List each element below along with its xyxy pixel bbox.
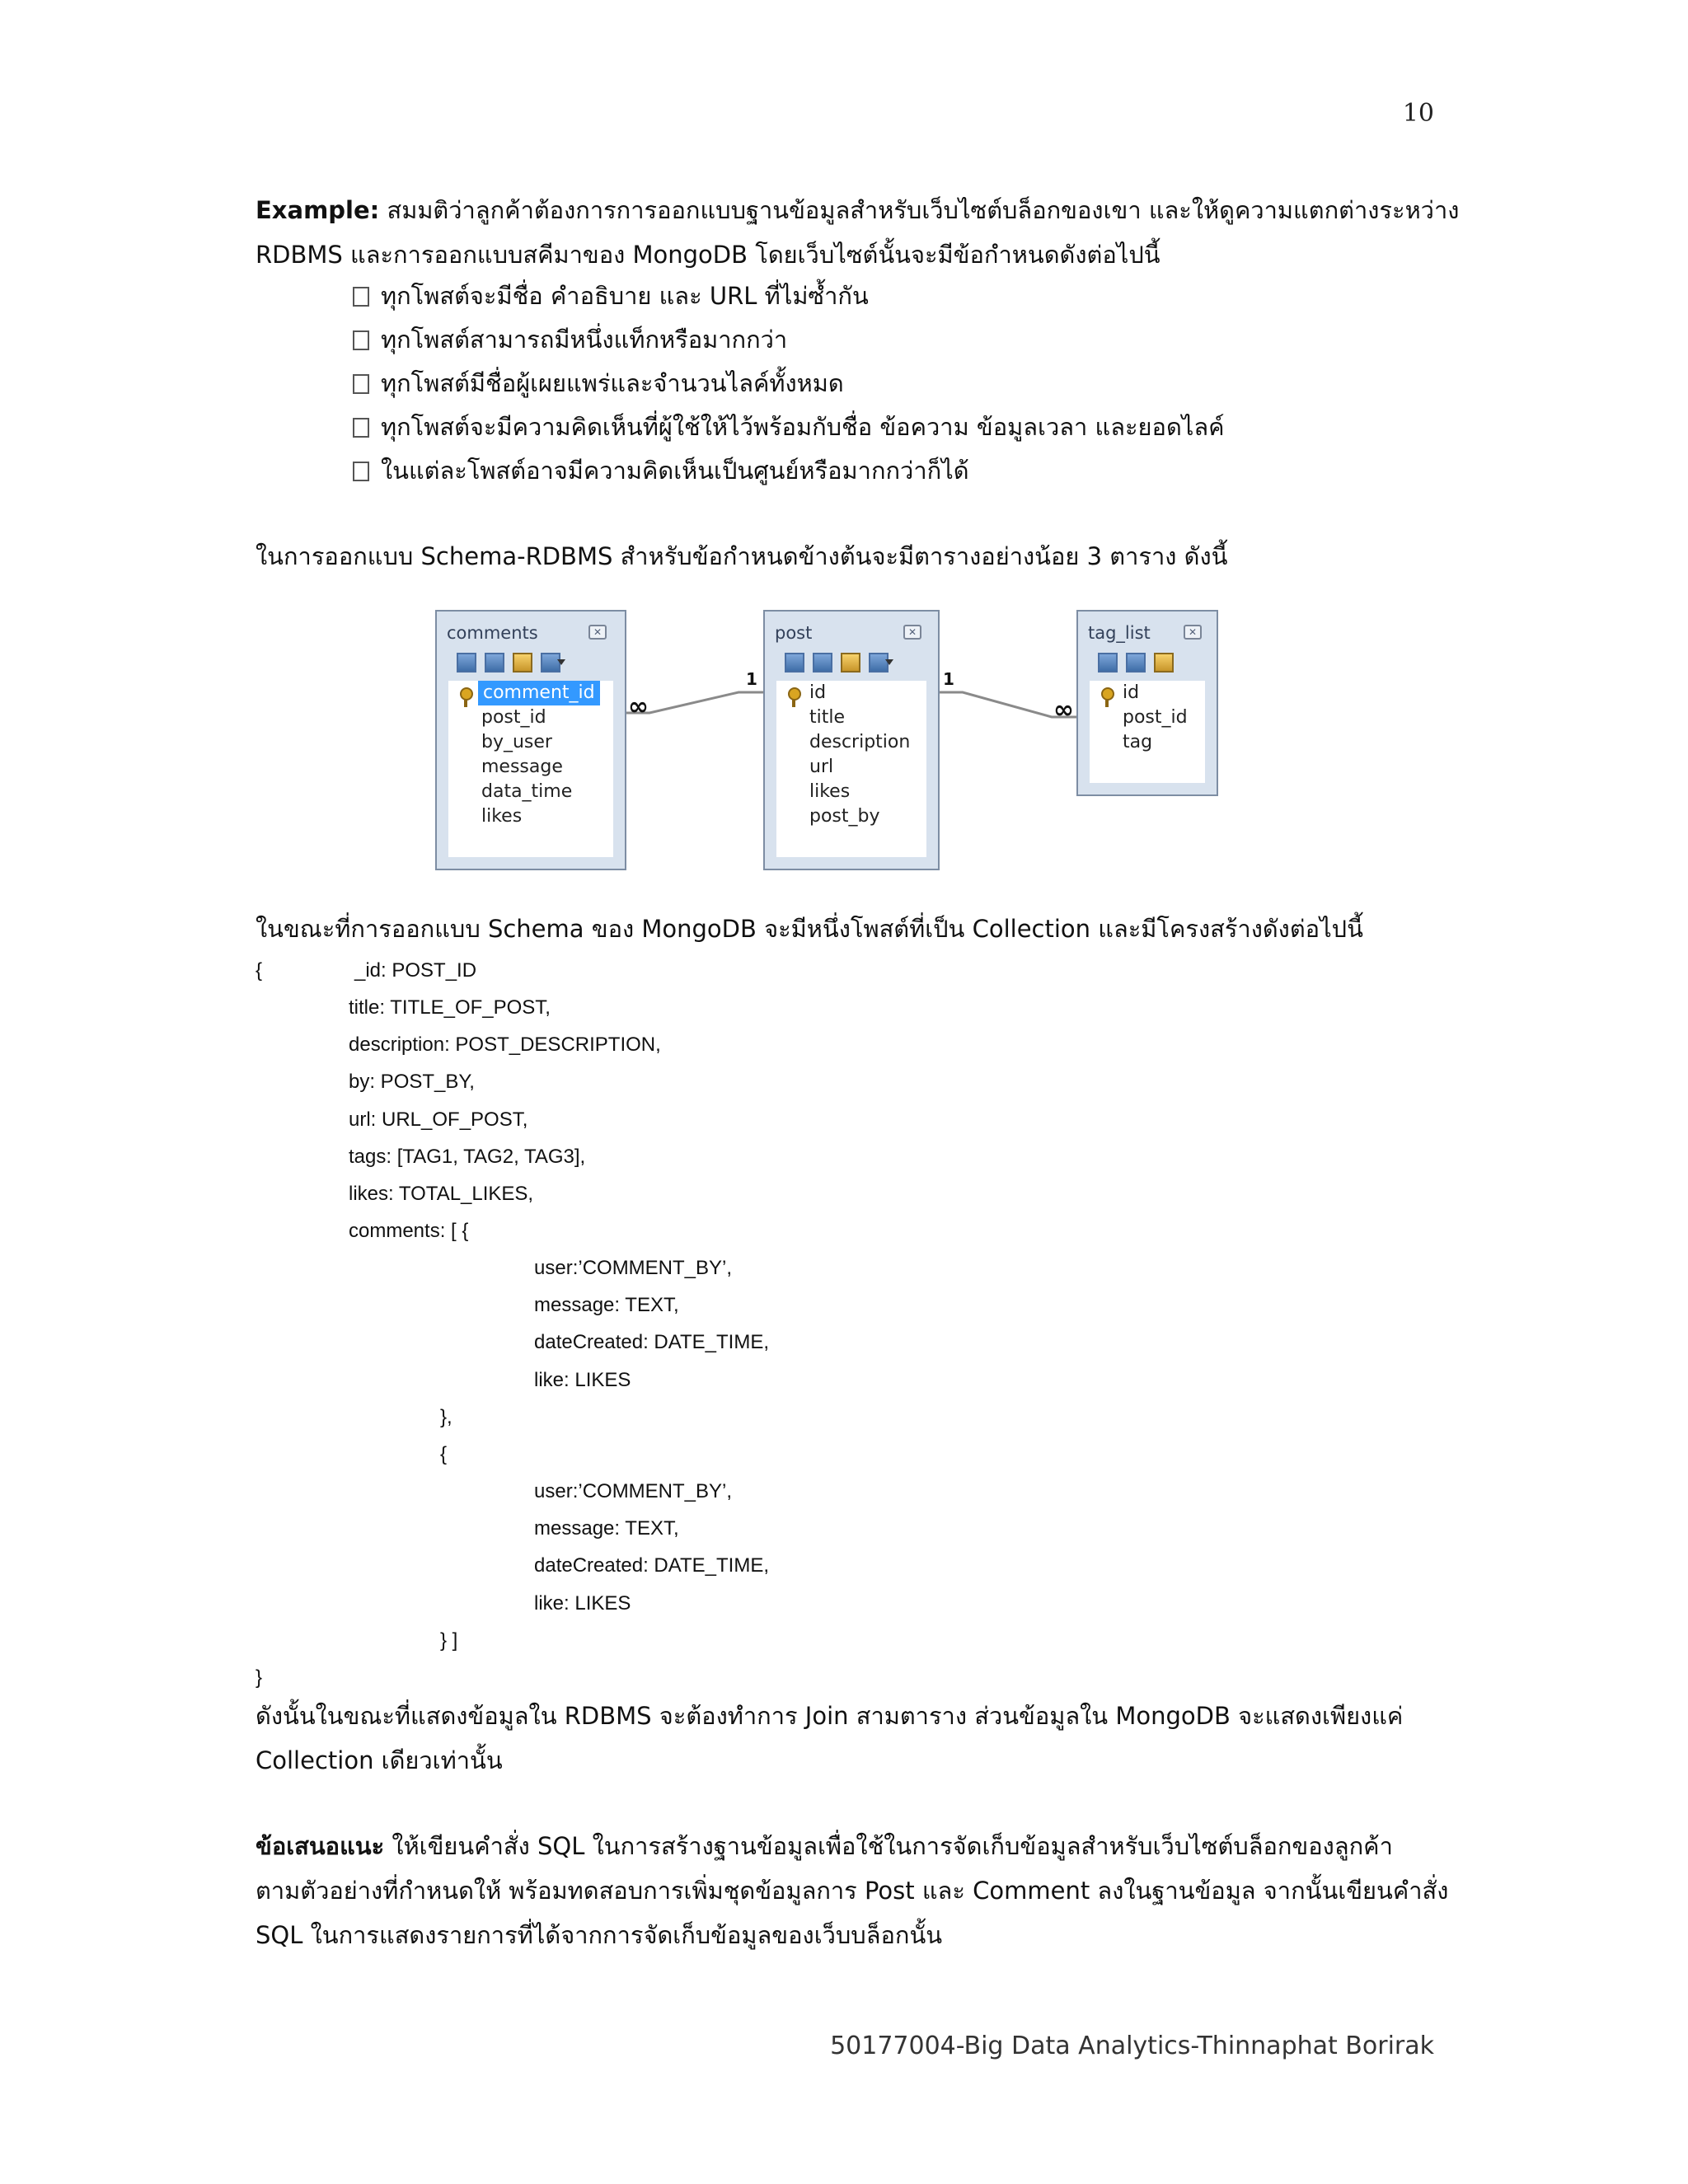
field[interactable]: message xyxy=(481,757,563,777)
checkbox-icon xyxy=(353,330,369,350)
field[interactable]: post_id xyxy=(1123,707,1188,728)
er-diagram xyxy=(435,610,1235,874)
suggestion-line-3: SQL ในการแสดงรายการที่ได้จากการจัดเก็บข้อมูลของเว็บบล็อกนั้น xyxy=(256,1921,943,1949)
list-item-text: ทุกโพสต์สามารถมีหนึ่งแท็กหรือมากกว่า xyxy=(381,326,788,354)
page-number: 10 xyxy=(1402,99,1434,128)
requirements-list xyxy=(353,274,1225,493)
example-text: สมมติว่าลูกค้าต้องการการออกแบบฐานข้อมูลสำหรับเว็บไซต์บล็อกของเขา และให้ดูความแตกต่างระหว่าง xyxy=(379,196,1460,224)
table-comments xyxy=(435,610,626,870)
code-mid-open: { xyxy=(440,1443,448,1465)
code-line: user:’COMMENT_BY’, xyxy=(534,1257,733,1279)
table-tool-icon[interactable] xyxy=(1126,653,1146,673)
table-title: post xyxy=(775,623,813,643)
checkbox-icon xyxy=(353,374,369,394)
suggestion-line-2: ตามตัวอย่างที่กำหนดให้ พร้อมทดสอบการเพิ่มชุดข้อมูลการ Post และ Comment ลงในฐานข้อมูล จากนั้นเขียนคำสั่ง xyxy=(256,1877,1449,1905)
field[interactable]: post_id xyxy=(481,707,546,728)
list-item-text: ในแต่ละโพสต์อาจมีความคิดเห็นเป็นศูนย์หรือมากกว่าก็ได้ xyxy=(381,457,969,485)
table-tool-icon[interactable] xyxy=(485,653,504,673)
close-icon[interactable]: ✕ xyxy=(1184,625,1202,640)
code-close-brace: } xyxy=(256,1666,263,1689)
code-line: message: TEXT, xyxy=(534,1294,679,1317)
table-tool-icon[interactable] xyxy=(841,653,860,673)
field[interactable]: id xyxy=(809,682,827,703)
list-item xyxy=(353,362,1225,405)
field[interactable]: url xyxy=(809,757,834,777)
table-tool-icon[interactable] xyxy=(1098,653,1118,673)
code-line: dateCreated: DATE_TIME, xyxy=(534,1331,769,1354)
table-tool-icon[interactable] xyxy=(513,653,532,673)
checkbox-icon xyxy=(353,287,369,307)
table-tool-icon[interactable] xyxy=(813,653,832,673)
conclusion-line-1: ดังนั้นในขณะที่แสดงข้อมูลใน RDBMS จะต้องทำการ Join สามตาราง ส่วนข้อมูลใน MongoDB จะแสดงเพียงแค่ xyxy=(256,1702,1404,1730)
code-mid-close: }, xyxy=(440,1406,452,1428)
conclusion-paragraph xyxy=(256,1694,1434,1783)
table-toolbar xyxy=(785,653,889,673)
table-tool-icon[interactable] xyxy=(457,653,476,673)
code-line: likes: TOTAL_LIKES, xyxy=(349,1183,534,1206)
code-line: url: URL_OF_POST, xyxy=(349,1108,528,1131)
table-toolbar xyxy=(1098,653,1174,673)
field[interactable]: likes xyxy=(809,781,851,802)
rdbms-intro: ในการออกแบบ Schema-RDBMS สำหรับข้อกำหนดข้างต้นจะมีตารางอย่างน้อย 3 ตาราง ดังนี้ xyxy=(256,542,1228,570)
table-title: comments xyxy=(447,623,538,643)
code-line: user:’COMMENT_BY’, xyxy=(534,1480,733,1502)
code-line: comments: [ { xyxy=(349,1220,469,1243)
list-item xyxy=(353,449,1225,493)
field[interactable]: by_user xyxy=(481,732,552,752)
list-item-text: ทุกโพสต์จะมีความคิดเห็นที่ผู้ใช้ให้ไว้พร้อมกับชื่อ ข้อความ ข้อมูลเวลา และยอดไลค์ xyxy=(381,413,1225,441)
field[interactable]: title xyxy=(809,707,846,728)
list-item xyxy=(353,274,1225,318)
table-toolbar xyxy=(457,653,560,673)
code-line: tags: [TAG1, TAG2, TAG3], xyxy=(349,1145,586,1168)
table-tool-icon[interactable] xyxy=(1154,653,1174,673)
key-icon xyxy=(788,687,801,701)
code-line: like: LIKES xyxy=(534,1591,631,1615)
table-fields xyxy=(776,681,926,857)
table-title: tag_list xyxy=(1088,623,1151,643)
example-line-1 xyxy=(256,188,1460,232)
table-post xyxy=(763,610,940,870)
code-line: by: POST_BY, xyxy=(349,1071,475,1094)
field[interactable]: likes xyxy=(481,806,523,827)
list-item-text: ทุกโพสต์มีชื่อผู้เผยแพร่และจำนวนไลค์ทั้งหมด xyxy=(381,369,844,397)
close-icon[interactable]: ✕ xyxy=(903,625,921,640)
code-id-line: _id: POST_ID xyxy=(354,959,477,982)
table-tag-list xyxy=(1076,610,1218,796)
table-fields xyxy=(448,681,613,857)
suggestion-paragraph xyxy=(256,1824,1449,1957)
mongo-intro: ในขณะที่การออกแบบ Schema ของ MongoDB จะมีหนึ่งโพสต์ที่เป็น Collection และมีโครงสร้างดังต่อไปนี้ xyxy=(256,915,1363,943)
code-line: message: TEXT, xyxy=(534,1517,679,1540)
example-label: Example: xyxy=(256,196,380,224)
checkbox-icon xyxy=(353,462,369,481)
suggestion-line-1 xyxy=(256,1824,1434,1868)
code-open-brace: { xyxy=(256,959,263,982)
example-paragraph xyxy=(256,188,1460,277)
code-line: like: LIKES xyxy=(534,1368,631,1391)
conclusion-line-2: Collection เดียวเท่านั้น xyxy=(256,1746,503,1774)
field[interactable]: tag xyxy=(1123,732,1153,752)
relation-card-taglist: ∞ xyxy=(1053,696,1074,724)
relation-card-post-right: 1 xyxy=(943,669,954,689)
relation-card-comments: ∞ xyxy=(628,692,649,721)
field[interactable]: description xyxy=(809,732,911,752)
suggestion-text: ให้เขียนคำสั่ง SQL ในการสร้างฐานข้อมูลเพื่อใช้ในการจัดเก็บข้อมูลสำหรับเว็บไซต์บล็อกของลูกค้า xyxy=(384,1832,1393,1860)
code-block-comment-2 xyxy=(534,1473,769,1622)
field-selected[interactable]: comment_id xyxy=(478,681,600,705)
table-fields xyxy=(1090,681,1205,783)
list-item xyxy=(353,318,1225,362)
table-tool-dropdown-icon[interactable] xyxy=(869,653,889,673)
table-tool-dropdown-icon[interactable] xyxy=(541,653,560,673)
code-block-comment-1 xyxy=(534,1249,769,1399)
field[interactable]: post_by xyxy=(809,806,880,827)
table-tool-icon[interactable] xyxy=(785,653,804,673)
key-icon xyxy=(1101,687,1114,701)
page-footer: 50177004-Big Data Analytics-Thinnaphat Borirak xyxy=(830,2032,1434,2060)
code-array-close: } ] xyxy=(440,1629,458,1652)
key-icon xyxy=(460,687,473,701)
list-item-text: ทุกโพสต์จะมีชื่อ คำอธิบาย และ URL ที่ไม่ซ้ำกัน xyxy=(381,282,869,310)
code-line: dateCreated: DATE_TIME, xyxy=(534,1554,769,1577)
field[interactable]: data_time xyxy=(481,781,573,802)
field[interactable]: id xyxy=(1123,682,1140,703)
code-line: title: TITLE_OF_POST, xyxy=(349,996,551,1019)
relation-card-post-left: 1 xyxy=(746,669,757,689)
code-line: description: POST_DESCRIPTION, xyxy=(349,1033,661,1057)
suggestion-label: ข้อเสนอแนะ xyxy=(256,1832,385,1860)
code-block-post xyxy=(349,989,661,1249)
checkbox-icon xyxy=(353,418,369,438)
list-item xyxy=(353,405,1225,449)
close-icon[interactable]: ✕ xyxy=(588,625,607,640)
example-line-2: RDBMS และการออกแบบสคีมาของ MongoDB โดยเว็บไซต์นั้นจะมีข้อกำหนดดังต่อไปนี้ xyxy=(256,241,1160,269)
